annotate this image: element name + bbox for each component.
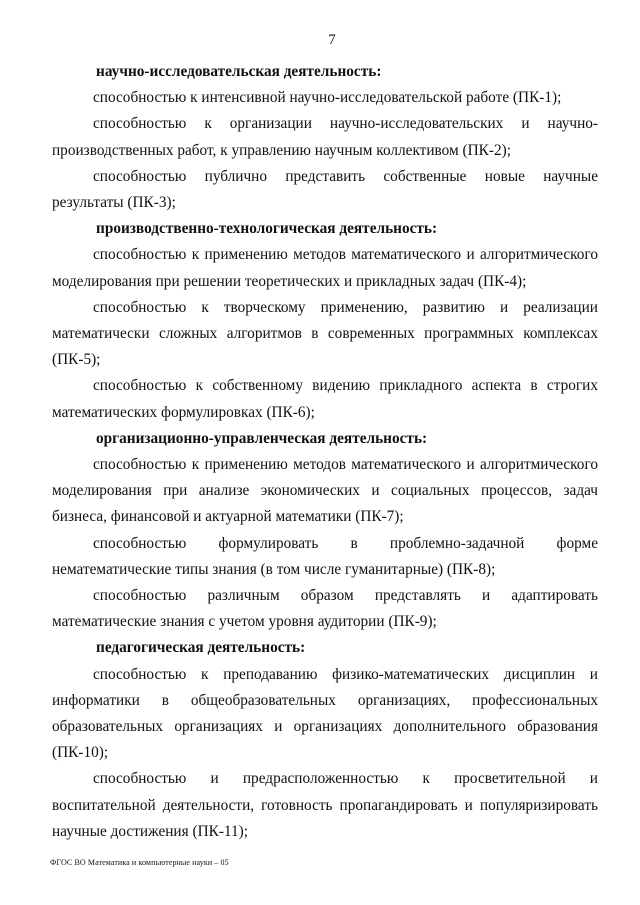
competency-pk-3: способностью публично представить собственные новые научные результаты (ПК-3); <box>52 167 598 212</box>
competency-pk-7: способностью к применению методов математического и алгоритмического моделирования при анализе экономических и социальных процессов, задач бизнеса, финансовой и актуарной математики (ПК-7); <box>52 456 598 526</box>
competency-pk-1: способностью к интенсивной научно-исследовательской работе (ПК-1); <box>93 89 562 107</box>
section-heading-research: научно-исследовательская деятельность: <box>96 63 382 80</box>
section-heading-production: производственно-технологическая деятельность: <box>96 220 438 238</box>
section-heading-pedagogical: педагогическая деятельность: <box>96 639 306 657</box>
page-number: 7 <box>328 32 336 48</box>
competency-pk-2: способностью к организации научно-исследовательских и научно-производственных работ, к управлению научным коллективом (ПК-2); <box>52 115 598 159</box>
competency-pk-5: способностью к творческому применению, развитию и реализации математически сложных алгоритмов в современных программных комплексах (ПК-5); <box>52 298 598 369</box>
section-heading-management: организационно-управленческая деятельность: <box>96 429 428 447</box>
competency-pk-6: способностью к собственному видению прикладного аспекта в строгих математических формулировках (ПК-6); <box>52 377 598 421</box>
competency-pk-9: способностью различным образом представлять и адаптировать математические знания с учетом уровня аудитории (ПК-9); <box>52 587 598 631</box>
competency-pk-8: способностью формулировать в проблемно-задачной форме нематематические типы знания (в том числе гуманитарные) (ПК-8); <box>52 534 598 578</box>
page-footer: ФГОС ВО Математика и компьютерные науки – 05 <box>50 858 229 867</box>
competency-pk-4: способностью к применению методов математического и алгоритмического моделирования при решении теоретических и прикладных задач (ПК-4); <box>52 246 598 290</box>
document-body <box>52 59 598 845</box>
competency-pk-11: способностью и предрасположенностью к просветительной и воспитательной деятельности, готовность пропагандировать и популяризировать научные достижения (ПК-11); <box>52 770 598 840</box>
competency-pk-10: способностью к преподаванию физико-математических дисциплин и информатики в общеобразовательных организациях, профессиональных образовательных организациях и организациях дополнительного образования (ПК-10); <box>52 665 598 762</box>
